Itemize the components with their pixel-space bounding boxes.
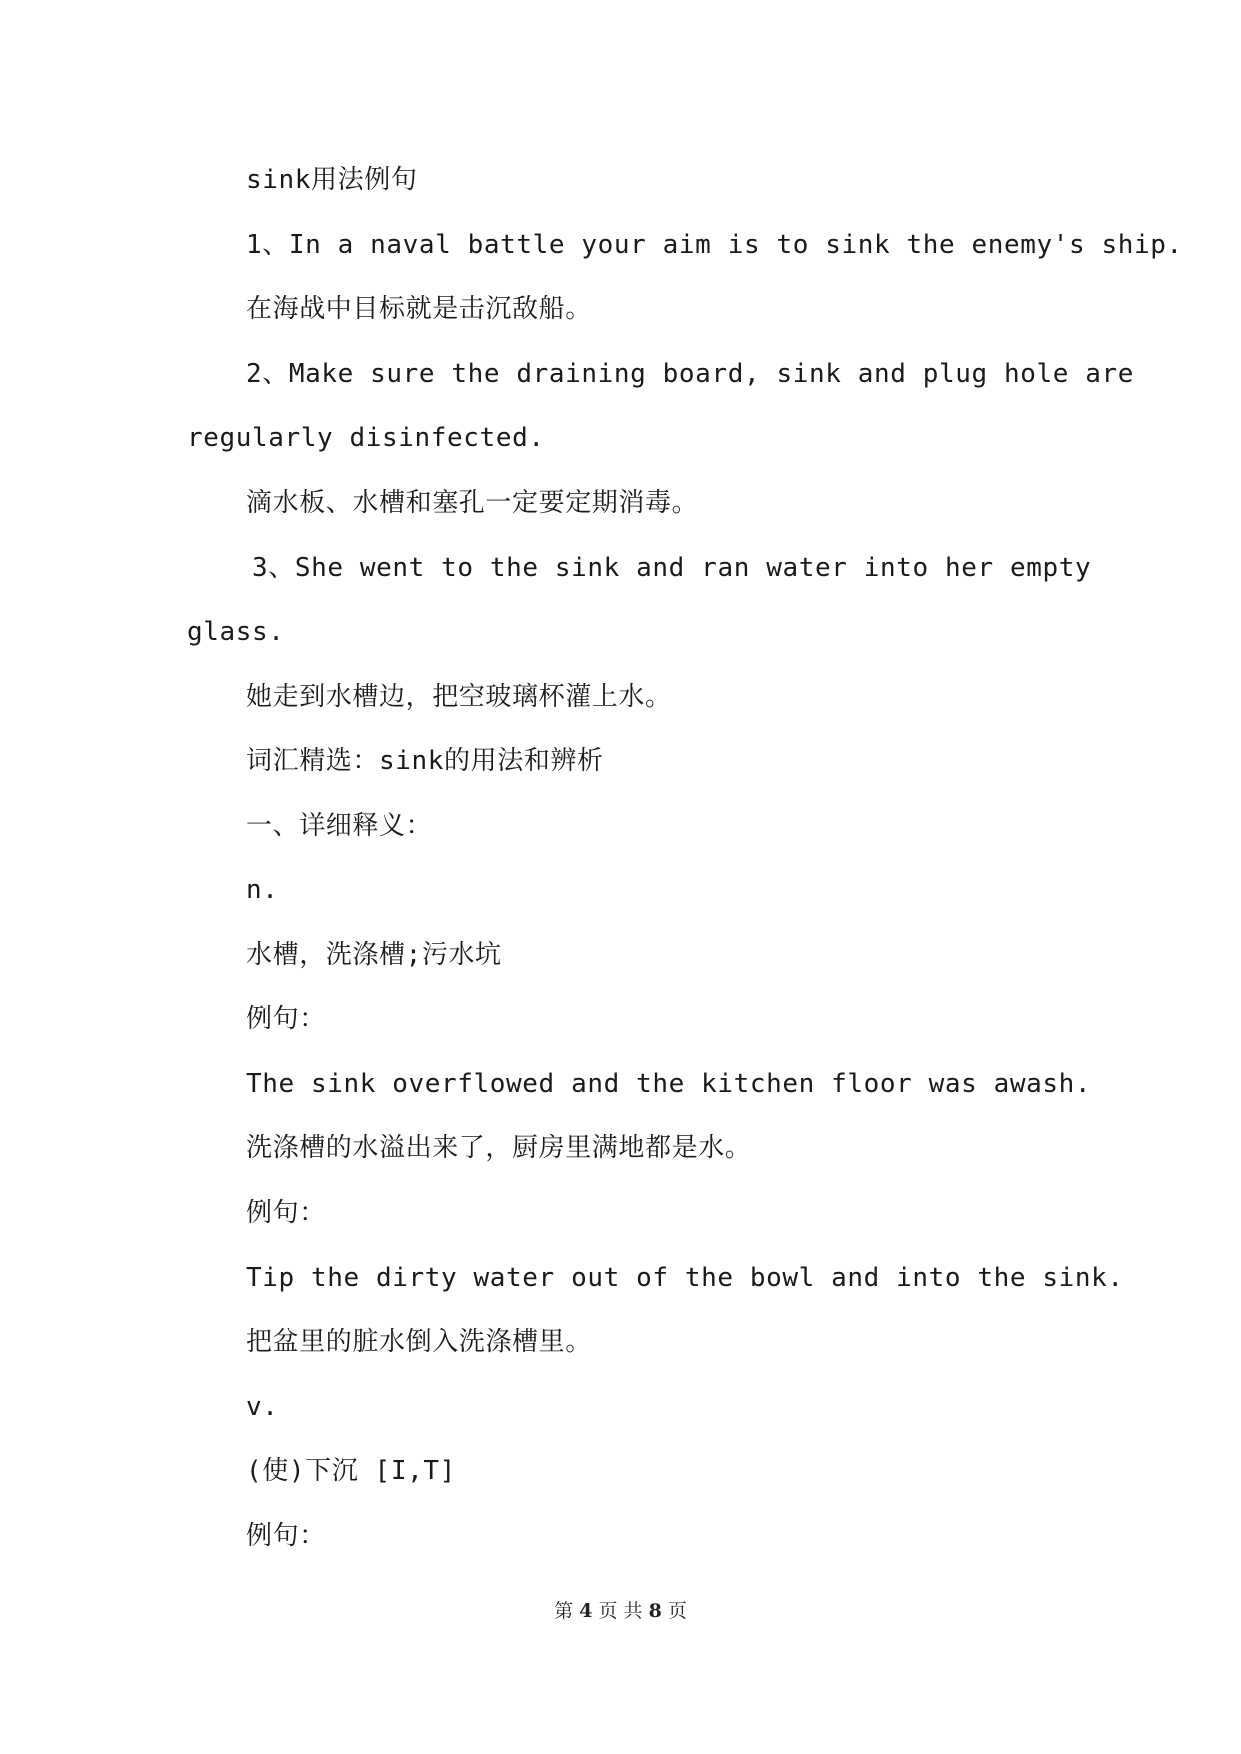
- vocabulary-heading: 词汇精选：sink的用法和辨析: [246, 746, 604, 776]
- example-label: 例句：: [246, 1004, 326, 1034]
- example-2-english-cont: regularly disinfected.: [187, 423, 545, 453]
- example-1-chinese: 在海战中目标就是击沉敌船。: [246, 294, 592, 324]
- noun-example-1-english: The sink overflowed and the kitchen floor was awash.: [246, 1069, 1092, 1099]
- total-page-number: 8: [648, 1600, 662, 1622]
- current-page-number: 4: [579, 1600, 593, 1622]
- example-1-english: 1、In a naval battle your aim is to sink the enemy's ship.: [246, 230, 1183, 260]
- page-footer: [0, 1598, 1241, 1624]
- noun-example-2-chinese: 把盆里的脏水倒入洗涤槽里。: [246, 1327, 592, 1357]
- verb-meaning: (使)下沉 [I,T]: [246, 1456, 456, 1486]
- noun-example-2-english: Tip the dirty water out of the bowl and into the sink.: [246, 1263, 1124, 1293]
- example-3-english-cont: glass.: [187, 617, 285, 647]
- example-2-chinese: 滴水板、水槽和塞孔一定要定期消毒。: [246, 488, 699, 518]
- footer-suffix: 页: [667, 1600, 687, 1622]
- footer-middle: 页 共: [598, 1600, 643, 1622]
- part-of-speech-verb: v.: [246, 1392, 279, 1422]
- example-2-english: 2、Make sure the draining board, sink and plug hole are: [246, 359, 1135, 389]
- example-label: 例句：: [246, 1198, 326, 1228]
- noun-example-1-chinese: 洗涤槽的水溢出来了，厨房里满地都是水。: [246, 1133, 752, 1163]
- noun-meaning: 水槽，洗涤槽;污水坑: [246, 940, 502, 970]
- definition-heading: 一、详细释义：: [246, 811, 433, 841]
- example-3-chinese: 她走到水槽边，把空玻璃杯灌上水。: [246, 682, 672, 712]
- footer-prefix: 第: [554, 1600, 574, 1622]
- section-heading: sink用法例句: [246, 165, 418, 195]
- part-of-speech-noun: n.: [246, 875, 279, 905]
- example-label: 例句：: [246, 1521, 326, 1551]
- example-3-english: 3、She went to the sink and ran water into her empty: [252, 553, 1092, 583]
